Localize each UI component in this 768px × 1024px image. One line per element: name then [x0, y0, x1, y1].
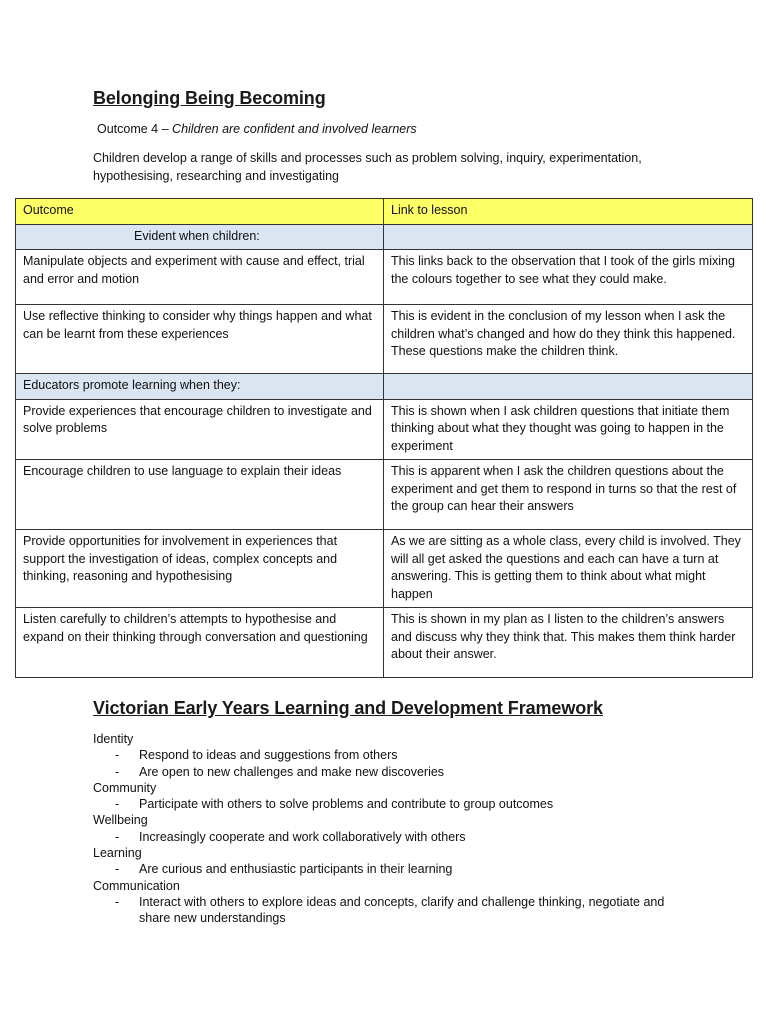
link-cell: This links back to the observation that I took of the girls mixing the colours together to see what they could make. [384, 250, 753, 305]
outcome-cell: Encourage children to use language to explain their ideas [16, 460, 384, 530]
table-row [16, 399, 753, 460]
list-item-text: Respond to ideas and suggestions from others [139, 748, 398, 763]
list-item-text: Are curious and enthusiastic participants in their learning [139, 862, 453, 877]
framework-title: Victorian Early Years Learning and Development Framework [93, 698, 603, 718]
table-header-row [16, 199, 753, 225]
outcome-table [15, 198, 753, 678]
category-community: Community [93, 780, 157, 795]
header-outcome: Outcome [16, 199, 384, 225]
list-item [93, 796, 693, 812]
table-row [16, 530, 753, 608]
section-label-educators: Educators promote learning when they: [16, 374, 384, 400]
page-title: Belonging Being Becoming [93, 88, 326, 108]
outcome-cell: Manipulate objects and experiment with cause and effect, trial and error and motion [16, 250, 384, 305]
section-row-educators [16, 374, 753, 400]
list-item-text: Are open to new challenges and make new discoveries [139, 764, 445, 779]
bullet-dash: - [115, 862, 120, 877]
bullet-dash: - [115, 829, 120, 844]
outcome-cell: Use reflective thinking to consider why things happen and what can be learnt from these experiences [16, 305, 384, 374]
link-cell: As we are sitting as a whole class, every child is involved. They will all get asked the questions and each can have a turn at answering. This is getting them to think about what might happen [384, 530, 753, 608]
list-item [93, 764, 693, 780]
link-cell: This is apparent when I ask the children questions about the experiment and get them to respond in turns so that the rest of the group can hear their answers [384, 460, 753, 530]
framework-list [93, 731, 693, 927]
outcome-cell: Listen carefully to children’s attempts to hypothesise and expand on their thinking through conversation and questioning [16, 608, 384, 678]
section-empty-cell [384, 224, 753, 250]
bullet-dash: - [115, 797, 120, 812]
bullet-dash: - [115, 764, 120, 779]
bullet-dash: - [115, 748, 120, 763]
outcome-separator: – [158, 122, 173, 136]
category-communication: Communication [93, 878, 180, 893]
list-item-text: Increasingly cooperate and work collaboratively with others [139, 829, 466, 844]
section-empty-cell [384, 374, 753, 400]
outcome-label: Outcome 4 [97, 122, 159, 136]
list-item [93, 747, 693, 763]
table-row [16, 250, 753, 305]
link-cell: This is shown when I ask children questions that initiate them thinking about what they thought was going to happen in the experiment [384, 399, 753, 460]
category-identity: Identity [93, 732, 134, 746]
table-row [16, 608, 753, 678]
intro-paragraph: Children develop a range of skills and processes such as problem solving, inquiry, experimentation, hypothesising, researching and investigating [93, 151, 642, 183]
link-cell: This is shown in my plan as I listen to the children’s answers and discuss why they think that. This makes them think harder about their answer. [384, 608, 753, 678]
outcome-line [97, 122, 417, 136]
outcome-description: Children are confident and involved learners [172, 122, 417, 136]
table-row [16, 460, 753, 530]
bullet-dash: - [115, 894, 120, 909]
outcome-cell: Provide opportunities for involvement in experiences that support the investigation of ideas, complex concepts and thinking, reasoning and hypothesising [16, 530, 384, 608]
link-cell: This is evident in the conclusion of my lesson when I ask the children what’s changed and how do they think this happened. These questions make the children think. [384, 305, 753, 374]
category-wellbeing: Wellbeing [93, 813, 148, 828]
list-item [93, 894, 693, 927]
list-item [93, 861, 693, 877]
header-link-to-lesson: Link to lesson [384, 199, 753, 225]
section-row-children [16, 224, 753, 250]
outcome-cell: Provide experiences that encourage children to investigate and solve problems [16, 399, 384, 460]
list-item-text: Interact with others to explore ideas and concepts, clarify and challenge thinking, negotiate and share new understandings [139, 894, 665, 926]
category-learning: Learning [93, 846, 142, 861]
section-label-children: Evident when children: [16, 224, 384, 250]
table-row [16, 305, 753, 374]
list-item [93, 829, 693, 845]
list-item-text: Participate with others to solve problems and contribute to group outcomes [139, 797, 554, 812]
